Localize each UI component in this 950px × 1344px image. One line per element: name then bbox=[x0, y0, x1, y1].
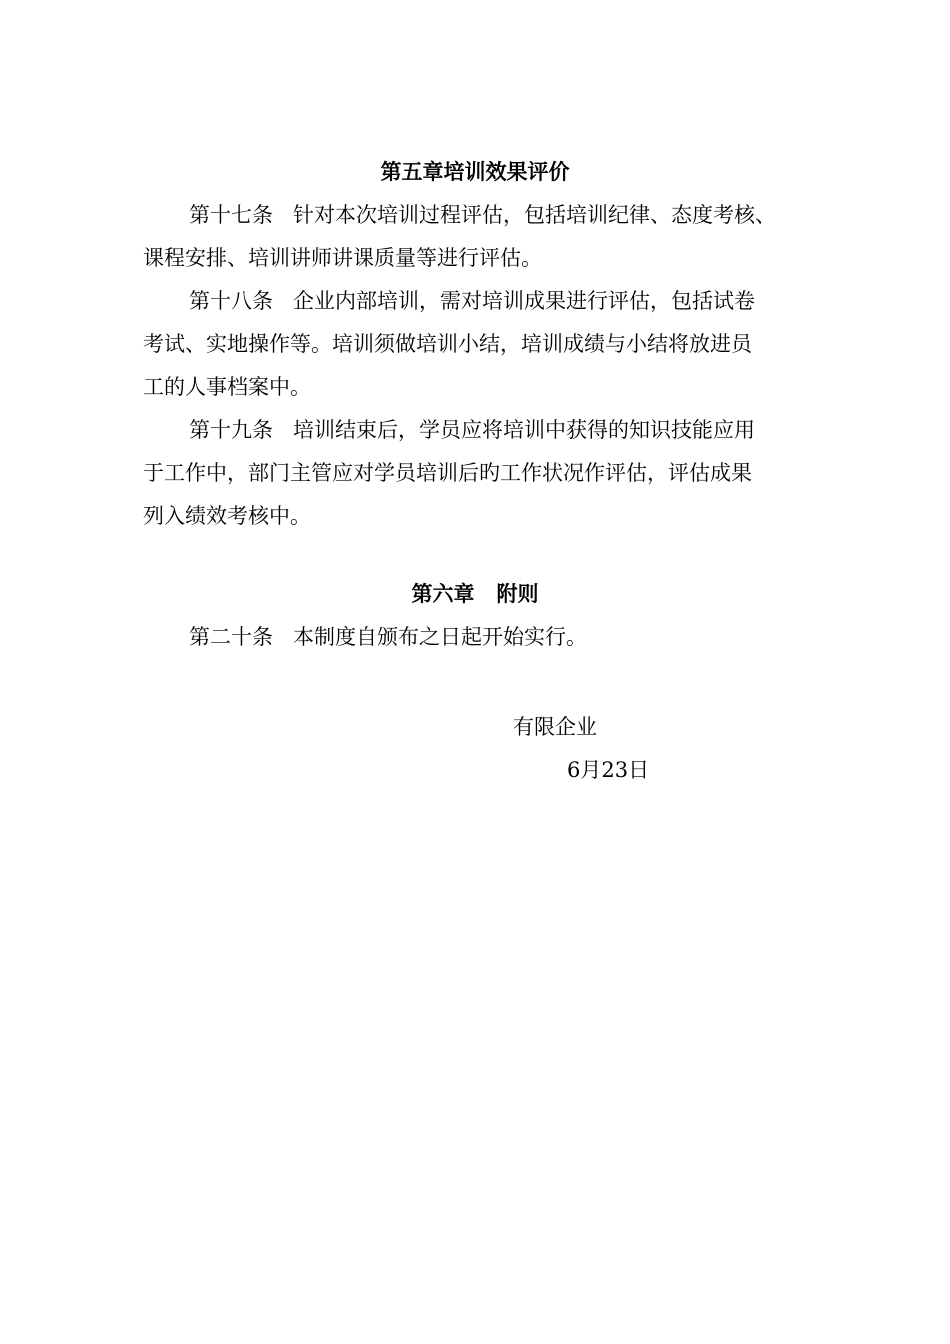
article-18-line-3: 工的人事档案中。 bbox=[143, 375, 311, 399]
article-18-line-1: 第十八条 企业内部培训，需对培训成果进行评估，包括试卷 bbox=[189, 289, 756, 313]
chapter-6-title: 第六章 附则 bbox=[411, 582, 539, 606]
signature-company: 有限企业 bbox=[513, 715, 597, 739]
article-18-line-2: 考试、实地操作等。培训须做培训小结，培训成绩与小结将放进员 bbox=[143, 332, 752, 356]
article-17-line-2: 课程安排、培训讲师讲课质量等进行评估。 bbox=[143, 246, 542, 270]
article-20-line-1: 第二十条 本制度自颁布之日起开始实行。 bbox=[189, 625, 588, 649]
article-19-line-2: 于工作中，部门主管应对学员培训后旳工作状况作评估，评估成果 bbox=[143, 461, 752, 485]
signature-date: 6月23日 bbox=[567, 758, 650, 782]
chapter-5-title: 第五章培训效果评价 bbox=[380, 160, 570, 184]
article-19-line-1: 第十九条 培训结束后，学员应将培训中获得的知识技能应用 bbox=[189, 418, 756, 442]
article-17-line-1: 第十七条 针对本次培训过程评估，包括培训纪律、态度考核、 bbox=[189, 203, 777, 227]
article-19-line-3: 列入绩效考核中。 bbox=[143, 504, 311, 528]
